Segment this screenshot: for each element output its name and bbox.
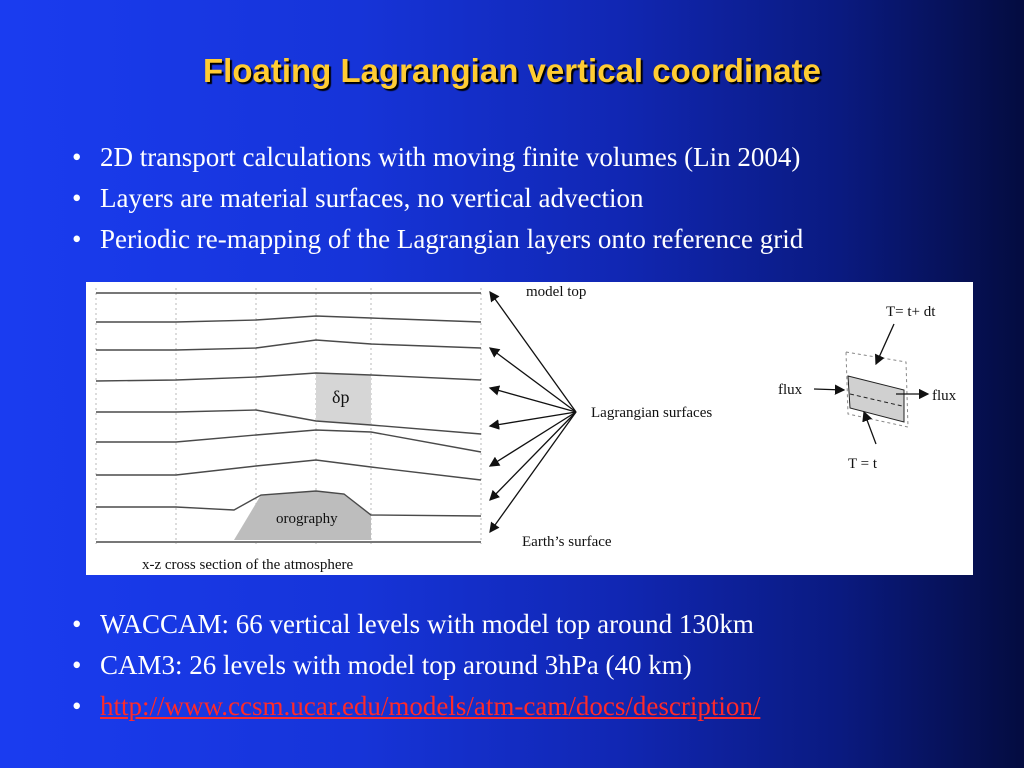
diagram-svg xyxy=(86,282,973,575)
label-lagrangian-surfaces: Lagrangian surfaces xyxy=(591,405,713,421)
lagrangian-diagram xyxy=(86,282,973,575)
bullet-item xyxy=(70,219,803,260)
bullet-dot: • xyxy=(72,224,82,254)
label-model-top: model top xyxy=(526,284,587,300)
label-flux-right: flux xyxy=(932,388,957,404)
bullet-text: WACCAM: 66 vertical levels with model top around 130km xyxy=(100,609,754,639)
bullet-dot: • xyxy=(72,650,82,680)
slide-title: Floating Lagrangian vertical coordinate xyxy=(203,52,821,89)
surface-arrows xyxy=(490,292,576,532)
bullet-item xyxy=(70,645,760,686)
bullet-item xyxy=(70,686,760,727)
top-bullet-list xyxy=(70,137,803,260)
bullet-dot: • xyxy=(72,183,82,213)
bullet-text: 2D transport calculations with moving finite volumes (Lin 2004) xyxy=(100,142,801,172)
bullet-text: CAM3: 26 levels with model top around 3hPa (40 km) xyxy=(100,650,692,680)
volume-cell xyxy=(848,376,904,422)
bottom-bullet-list xyxy=(70,604,760,727)
label-earths-surface: Earth’s surface xyxy=(522,534,612,550)
description-link[interactable]: http://www.ccsm.ucar.edu/models/atm-cam/docs/description/ xyxy=(100,691,761,721)
label-delta-p: δp xyxy=(332,387,350,407)
label-orography: orography xyxy=(276,511,338,527)
label-cross-section-caption: x-z cross section of the atmosphere xyxy=(142,557,354,573)
label-time-bottom: T = t xyxy=(848,456,878,472)
bullet-item xyxy=(70,137,803,178)
bullet-item xyxy=(70,178,803,219)
bullet-dot: • xyxy=(72,609,82,639)
bullet-text: Layers are material surfaces, no vertical advection xyxy=(100,183,644,213)
label-time-top: T= t+ dt xyxy=(886,304,936,320)
bullet-dot: • xyxy=(72,142,82,172)
bullet-item xyxy=(70,604,760,645)
bullet-text: Periodic re-mapping of the Lagrangian layers onto reference grid xyxy=(100,224,804,254)
label-flux-left: flux xyxy=(778,382,803,398)
bullet-dot: • xyxy=(72,691,82,721)
